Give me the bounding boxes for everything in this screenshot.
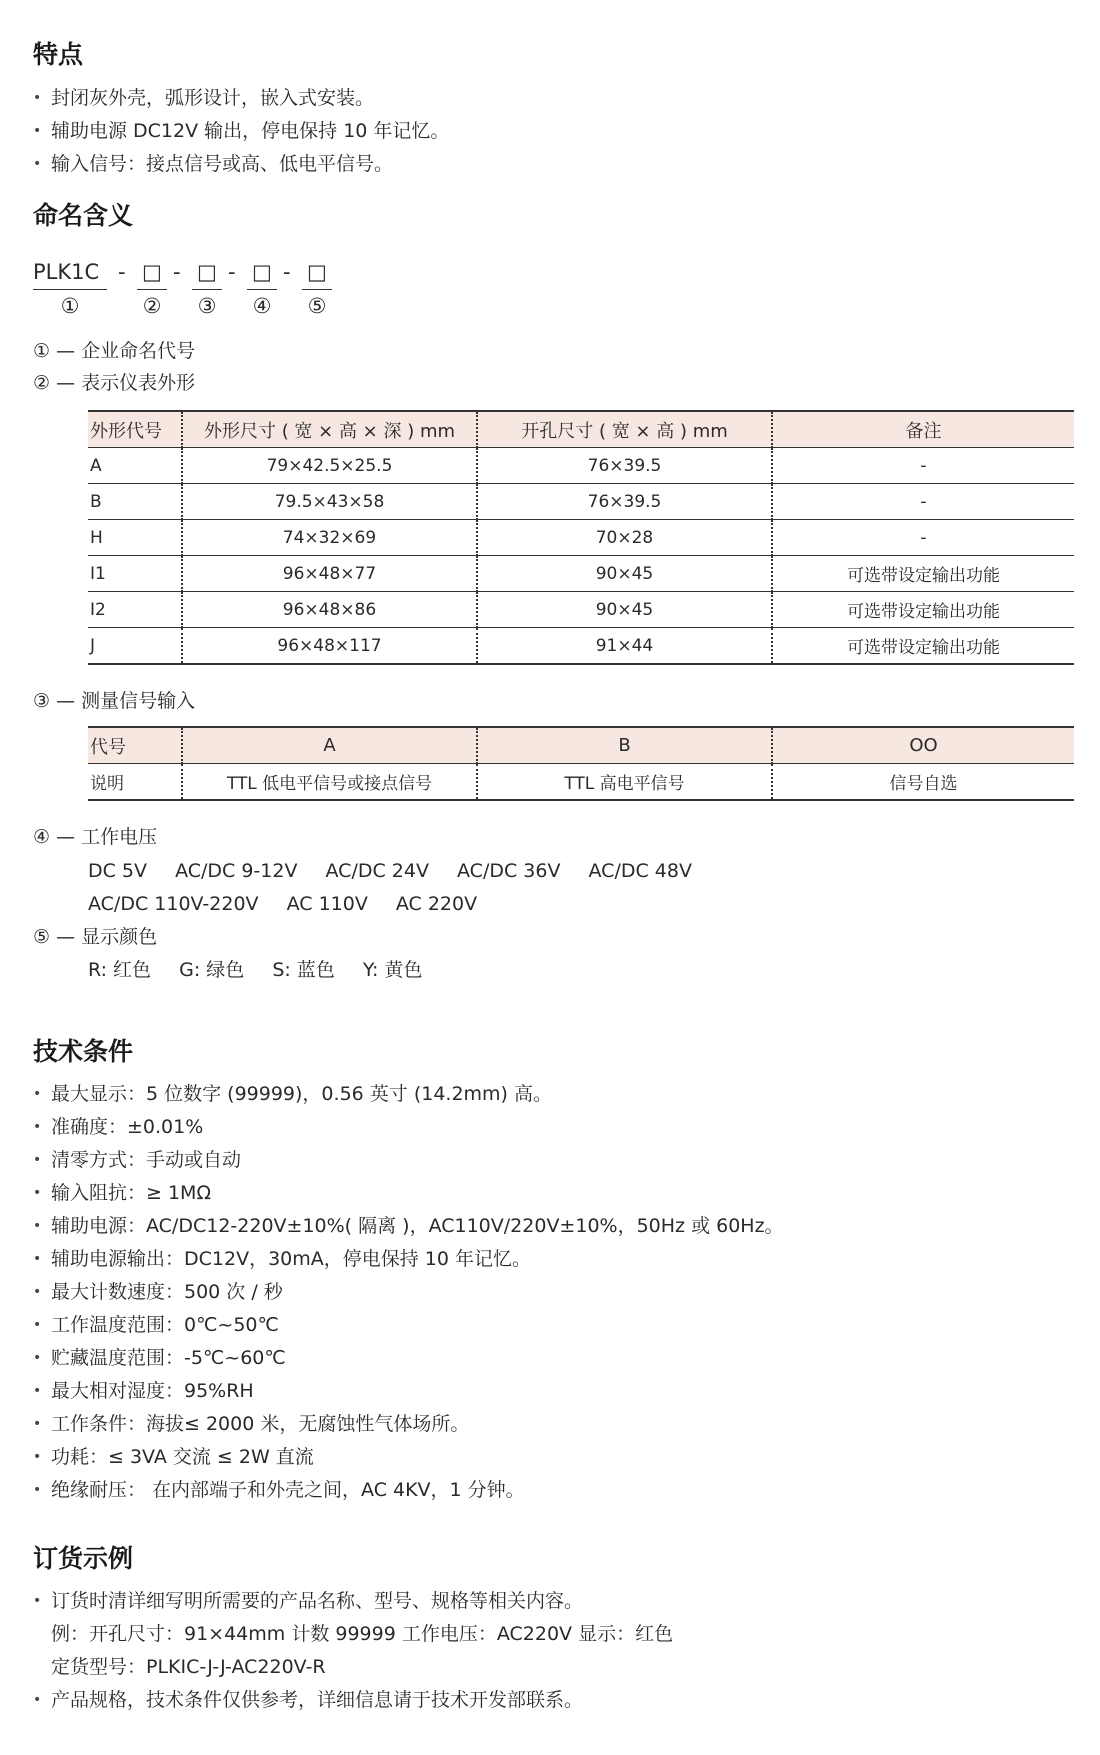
table-cell: 90×45	[477, 556, 772, 592]
table-cell: I1	[88, 556, 182, 592]
table-row	[88, 628, 1074, 665]
color-options	[88, 955, 444, 985]
naming-item-1: ① — 企业命名代号	[33, 340, 196, 362]
table-header-row	[88, 411, 1074, 448]
tech-heading: 技术条件	[33, 1037, 134, 1066]
table-cell: J	[88, 628, 182, 665]
voltage-option: AC 220V	[395, 893, 478, 915]
table-row	[88, 484, 1074, 520]
order-example: 例：开孔尺寸：91×44mm 计数 99999 工作电压：AC220V 显示：红色	[51, 1623, 674, 1645]
table-cell: -	[772, 520, 1074, 556]
code-prefix: PLK1C	[33, 260, 100, 284]
table-cell: I2	[88, 592, 182, 628]
tech-item: • 输入阻抗：≥ 1MΩ	[33, 1177, 784, 1210]
code-box-4: □	[252, 260, 272, 284]
table-header-row	[88, 727, 1074, 764]
tech-list	[33, 1078, 784, 1507]
tech-item: • 功耗：≤ 3VA 交流 ≤ 2W 直流	[33, 1441, 784, 1474]
table-cell: 91×44	[477, 628, 772, 665]
underline	[137, 289, 167, 290]
table-cell: A	[88, 448, 182, 484]
table-cell: 76×39.5	[477, 484, 772, 520]
naming-item-2: ② — 表示仪表外形	[33, 372, 196, 394]
table-header-cell: A	[182, 727, 477, 764]
order-item: • 订货时清详细写明所需要的产品名称、型号、规格等相关内容。	[33, 1585, 673, 1618]
table-cell: 信号自选	[772, 764, 1074, 801]
color-option: G: 绿色	[179, 959, 245, 981]
voltage-option: AC/DC 9-12V	[175, 860, 298, 882]
voltage-options-line-2	[88, 889, 499, 919]
voltage-option: AC/DC 36V	[457, 860, 561, 882]
naming-item-5: ⑤ — 显示颜色	[33, 926, 158, 948]
table-row	[88, 592, 1074, 628]
code-number-4: ④	[252, 294, 272, 318]
underline	[33, 289, 107, 290]
model-code-diagram	[33, 258, 373, 318]
code-separator: -	[228, 260, 236, 284]
table-cell: 74×32×69	[182, 520, 477, 556]
code-box-2: □	[142, 260, 162, 284]
tech-item: • 最大相对湿度：95%RH	[33, 1375, 784, 1408]
table-cell: -	[772, 484, 1074, 520]
feature-item: • 辅助电源 DC12V 输出，停电保持 10 年记忆。	[33, 115, 449, 148]
table-row	[88, 448, 1074, 484]
table-cell: -	[772, 448, 1074, 484]
color-option: R: 红色	[88, 959, 152, 981]
order-heading: 订货示例	[33, 1544, 134, 1573]
underline	[192, 289, 222, 290]
tech-item: • 最大显示：5 位数字 (99999)，0.56 英寸 (14.2mm) 高。	[33, 1078, 784, 1111]
signal-table	[88, 726, 1074, 801]
table-cell: 79×42.5×25.5	[182, 448, 477, 484]
table-row	[88, 764, 1074, 801]
code-separator: -	[118, 260, 126, 284]
table-cell: 96×48×86	[182, 592, 477, 628]
table-header-cell: 外形代号	[88, 411, 182, 448]
table-cell: 96×48×117	[182, 628, 477, 665]
tech-item: • 工作条件：海拔≤ 2000 米，无腐蚀性气体场所。	[33, 1408, 784, 1441]
table-cell: H	[88, 520, 182, 556]
underline	[302, 289, 332, 290]
tech-item: • 绝缘耐压： 在内部端子和外壳之间，AC 4KV，1 分钟。	[33, 1474, 784, 1507]
code-number-5: ⑤	[307, 294, 327, 318]
order-model: 定货型号：PLKIC-J-J-AC220V-R	[51, 1656, 326, 1678]
voltage-option: DC 5V	[88, 860, 148, 882]
table-cell: 可选带设定输出功能	[772, 556, 1074, 592]
table-cell: TTL 低电平信号或接点信号	[182, 764, 477, 801]
underline	[247, 289, 277, 290]
tech-item: • 辅助电源输出：DC12V，30mA，停电保持 10 年记忆。	[33, 1243, 784, 1276]
tech-item: • 工作温度范围：0℃~50℃	[33, 1309, 784, 1342]
table-header-cell: 开孔尺寸 ( 宽 × 高 ) mm	[477, 411, 772, 448]
table-cell: 96×48×77	[182, 556, 477, 592]
table-cell: 76×39.5	[477, 448, 772, 484]
tech-item: • 准确度：±0.01%	[33, 1111, 784, 1144]
table-cell: 说明	[88, 764, 182, 801]
features-list	[33, 82, 449, 181]
table-header-cell: OO	[772, 727, 1074, 764]
tech-item: • 清零方式：手动或自动	[33, 1144, 784, 1177]
tech-item: • 最大计数速度：500 次 / 秒	[33, 1276, 784, 1309]
voltage-option: AC 110V	[286, 893, 368, 915]
table-header-cell: 代号	[88, 727, 182, 764]
table-cell: 70×28	[477, 520, 772, 556]
naming-item-3: ③ — 测量信号输入	[33, 690, 196, 712]
order-list	[33, 1585, 673, 1717]
voltage-options-line-1	[88, 856, 714, 886]
features-heading: 特点	[33, 40, 84, 69]
table-header-cell: 备注	[772, 411, 1074, 448]
table-cell: 可选带设定输出功能	[772, 628, 1074, 665]
tech-item: • 贮藏温度范围：-5℃~60℃	[33, 1342, 784, 1375]
color-option: Y: 黄色	[362, 959, 423, 981]
table-row	[88, 520, 1074, 556]
code-number-2: ②	[142, 294, 162, 318]
voltage-option: AC/DC 110V-220V	[88, 893, 259, 915]
naming-heading: 命名含义	[33, 201, 134, 230]
table-header-cell: 外形尺寸 ( 宽 × 高 × 深 ) mm	[182, 411, 477, 448]
feature-item: • 封闭灰外壳，弧形设计，嵌入式安装。	[33, 82, 449, 115]
shape-table	[88, 410, 1074, 665]
naming-item-4: ④ — 工作电压	[33, 826, 158, 848]
code-box-3: □	[197, 260, 217, 284]
table-cell: 90×45	[477, 592, 772, 628]
feature-item: • 输入信号：接点信号或高、低电平信号。	[33, 148, 449, 181]
code-box-5: □	[307, 260, 327, 284]
color-option: S: 蓝色	[272, 959, 335, 981]
tech-item: • 辅助电源：AC/DC12-220V±10%( 隔离 )，AC110V/220V±10%，50Hz 或 60Hz。	[33, 1210, 784, 1243]
table-cell: TTL 高电平信号	[477, 764, 772, 801]
table-cell: 可选带设定输出功能	[772, 592, 1074, 628]
table-cell: 79.5×43×58	[182, 484, 477, 520]
code-number-1: ①	[60, 294, 80, 318]
table-row	[88, 556, 1074, 592]
order-item: • 产品规格，技术条件仅供参考，详细信息请于技术开发部联系。	[33, 1684, 673, 1717]
table-cell: B	[88, 484, 182, 520]
voltage-option: AC/DC 24V	[325, 860, 429, 882]
code-separator: -	[173, 260, 181, 284]
table-header-cell: B	[477, 727, 772, 764]
code-number-3: ③	[197, 294, 217, 318]
voltage-option: AC/DC 48V	[588, 860, 692, 882]
code-separator: -	[283, 260, 291, 284]
